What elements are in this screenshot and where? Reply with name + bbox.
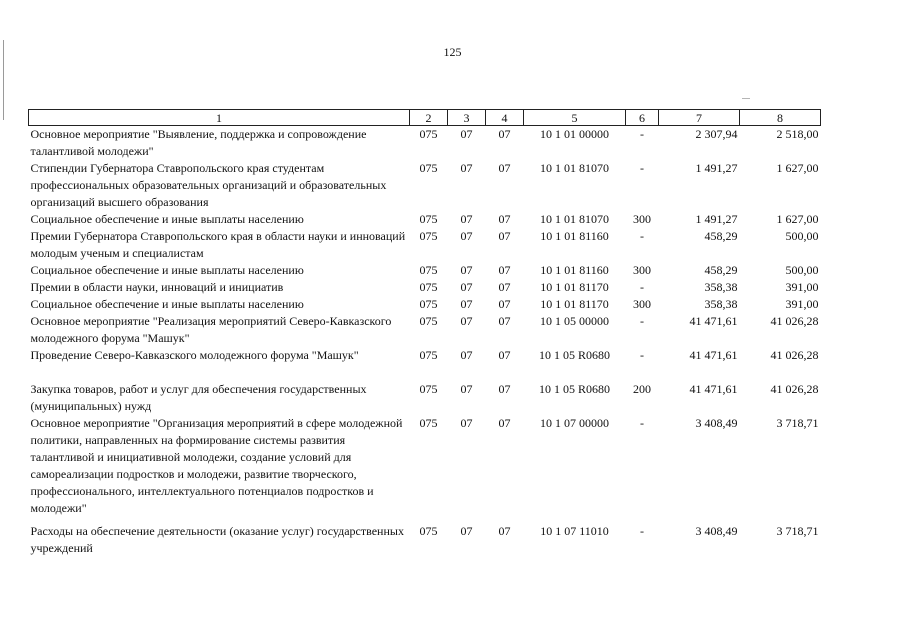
cell-section: 07 [460,127,473,141]
cell-target-code: 10 1 01 81070 [540,161,609,175]
cell-ministry: 075 [419,280,438,294]
cell-amount-1: 458,29 [704,263,738,277]
row-name: Основное мероприятие "Реализация мероприятий Северо-Кавказского молодежного форума "Машук" [30,314,392,345]
cell-subsection: 07 [498,382,511,396]
cell-ministry: 075 [419,297,438,311]
row-name: Социальное обеспечение и иные выплаты населению [30,263,304,277]
cell-expense-type: - [640,416,644,430]
cell-section: 07 [460,229,473,243]
column-header: 1 [29,110,410,126]
row-name: Расходы на обеспечение деятельности (оказание услуг) государственных учреждений [30,524,404,555]
cell-amount-1: 41 471,61 [689,382,738,396]
column-header: 7 [659,110,740,126]
cell-expense-type: - [640,314,644,328]
cell-expense-type: - [640,524,644,538]
cell-amount-1: 3 408,49 [695,416,738,430]
table-header-row [29,110,821,126]
row-name: Основное мероприятие "Выявление, поддержка и сопровождение талантливой молодежи" [30,127,367,158]
cell-ministry: 075 [419,382,438,396]
row-name: Проведение Северо-Кавказского молодежного форума "Машук" [30,348,359,362]
cell-amount-2: 41 026,28 [770,348,819,362]
cell-amount-1: 3 408,49 [695,524,738,538]
cell-amount-1: 358,38 [704,297,738,311]
cell-expense-type: - [640,127,644,141]
cell-subsection: 07 [498,348,511,362]
cell-amount-2: 391,00 [785,297,819,311]
table-row [29,126,821,161]
cell-subsection: 07 [498,161,511,175]
cell-target-code: 10 1 05 R0680 [538,382,610,396]
cell-expense-type: 300 [633,212,651,226]
cell-section: 07 [460,212,473,226]
table-row [29,262,821,279]
table-row [29,523,821,557]
cell-amount-1: 1 491,27 [695,161,738,175]
cell-section: 07 [460,314,473,328]
cell-expense-type: 300 [633,263,651,277]
cell-section: 07 [460,297,473,311]
cell-amount-2: 1 627,00 [776,161,819,175]
cell-amount-2: 1 627,00 [776,212,819,226]
cell-subsection: 07 [498,229,511,243]
cell-target-code: 10 1 05 R0680 [538,348,610,362]
cell-ministry: 075 [419,127,438,141]
cell-target-code: 10 1 07 00000 [540,416,609,430]
table-row [29,211,821,228]
cell-amount-2: 500,00 [785,263,819,277]
scan-mark [742,98,750,99]
cell-expense-type: - [640,280,644,294]
table-row [29,313,821,347]
cell-ministry: 075 [419,161,438,175]
table-row [29,347,821,381]
cell-section: 07 [460,348,473,362]
row-name: Основное мероприятие "Организация мероприятий в сфере молодежной политики, направленных на формирование системы развития талантливой и инициативной молодежи, создание условий для самореализации подростков и молодежи, развитие творческого, профессионального, интеллектуального потенциалов подростков и молодежи" [30,416,403,515]
cell-ministry: 075 [419,212,438,226]
cell-amount-1: 2 307,94 [695,127,738,141]
cell-subsection: 07 [498,524,511,538]
cell-ministry: 075 [419,263,438,277]
cell-expense-type: - [640,161,644,175]
cell-expense-type: 200 [633,382,651,396]
row-name: Премии Губернатора Ставропольского края в области науки и инноваций молодым ученым и специалистам [30,229,406,260]
cell-amount-2: 391,00 [785,280,819,294]
cell-amount-1: 358,38 [704,280,738,294]
table-row [29,160,821,211]
cell-section: 07 [460,416,473,430]
cell-amount-2: 2 518,00 [776,127,819,141]
cell-amount-2: 500,00 [785,229,819,243]
cell-amount-2: 3 718,71 [776,524,819,538]
cell-amount-1: 41 471,61 [689,348,738,362]
page-number: 125 [443,45,462,59]
cell-section: 07 [460,161,473,175]
cell-subsection: 07 [498,314,511,328]
cell-section: 07 [460,524,473,538]
cell-subsection: 07 [498,127,511,141]
cell-expense-type: - [640,229,644,243]
column-header: 4 [486,110,524,126]
cell-subsection: 07 [498,263,511,277]
cell-section: 07 [460,263,473,277]
cell-amount-1: 458,29 [704,229,738,243]
cell-amount-2: 41 026,28 [770,314,819,328]
cell-subsection: 07 [498,212,511,226]
column-header: 3 [448,110,486,126]
row-name: Стипендии Губернатора Ставропольского края студентам профессиональных образовательных организаций и образовательных организаций высшего образования [30,161,387,209]
row-name: Социальное обеспечение и иные выплаты населению [30,212,304,226]
cell-amount-1: 1 491,27 [695,212,738,226]
row-name: Закупка товаров, работ и услуг для обеспечения государственных (муниципальных) нужд [30,382,367,413]
row-name: Социальное обеспечение и иные выплаты населению [30,297,304,311]
cell-target-code: 10 1 01 81070 [540,212,609,226]
column-header: 2 [410,110,448,126]
cell-section: 07 [460,280,473,294]
table-row [29,415,821,523]
cell-amount-2: 3 718,71 [776,416,819,430]
cell-ministry: 075 [419,229,438,243]
table-row [29,228,821,262]
table-row [29,279,821,296]
cell-target-code: 10 1 07 11010 [540,524,609,538]
cell-section: 07 [460,382,473,396]
cell-target-code: 10 1 01 81160 [540,263,609,277]
cell-ministry: 075 [419,416,438,430]
cell-ministry: 075 [419,348,438,362]
cell-amount-2: 41 026,28 [770,382,819,396]
table-row [29,381,821,415]
cell-ministry: 075 [419,524,438,538]
cell-amount-1: 41 471,61 [689,314,738,328]
cell-ministry: 075 [419,314,438,328]
cell-target-code: 10 1 01 81170 [540,280,609,294]
table-row [29,296,821,313]
column-header: 6 [626,110,659,126]
column-header: 8 [740,110,821,126]
cell-target-code: 10 1 01 00000 [540,127,609,141]
cell-subsection: 07 [498,416,511,430]
cell-target-code: 10 1 01 81160 [540,229,609,243]
cell-subsection: 07 [498,297,511,311]
cell-target-code: 10 1 05 00000 [540,314,609,328]
cell-subsection: 07 [498,280,511,294]
column-header: 5 [524,110,626,126]
cell-target-code: 10 1 01 81170 [540,297,609,311]
cell-expense-type: - [640,348,644,362]
cell-expense-type: 300 [633,297,651,311]
budget-table [28,109,821,557]
row-name: Премии в области науки, инноваций и инициатив [30,280,284,294]
